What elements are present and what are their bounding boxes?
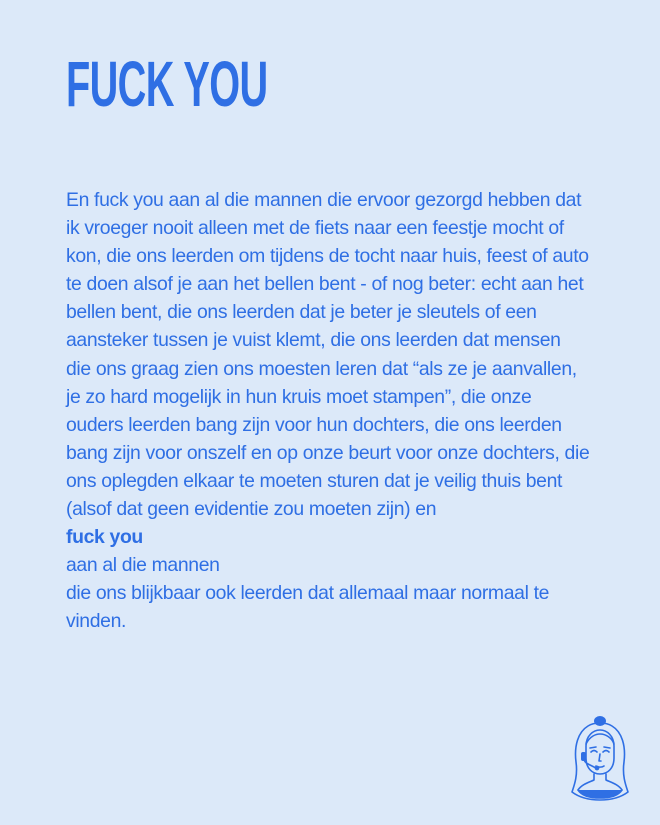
body-line: bellen bent, die ons leerden dat je beter je sleutels of een [66, 301, 537, 324]
closing-line: die ons blijkbaar ook leerden dat allemaal maar normaal te [66, 582, 550, 605]
body-line: ouders leerden bang zijn voor hun dochters, die ons leerden [66, 413, 562, 436]
body-line: te doen alsof je aan het bellen bent - of nog beter: echt aan het [66, 273, 584, 296]
page-title: FUCK YOU [66, 48, 268, 120]
body-line: ons oplegden elkaar te moeten sturen dat je veilig thuis bent [66, 469, 563, 492]
body-text [66, 186, 606, 636]
body-line: aansteker tussen je vuist klemt, die ons leerden dat mensen [66, 329, 561, 352]
body-line: (alsof dat geen evidentie zou moeten zijn) en [66, 498, 437, 521]
woman-with-headset-icon [566, 712, 634, 804]
emphasis-text: fuck you [66, 526, 143, 549]
body-line: En fuck you aan al die mannen die ervoor gezorgd hebben dat [66, 189, 582, 211]
body-line: je zo hard mogelijk in hun kruis moet stampen”, die onze [66, 385, 532, 408]
closing-line: aan al die mannen [66, 554, 220, 577]
body-line: ik vroeger nooit alleen met de fiets naar een feestje mocht of [66, 217, 564, 240]
body-line: die ons graag zien ons moesten leren dat “als ze je aanvallen, [66, 357, 577, 380]
body-line: kon, die ons leerden om tijdens de tocht naar huis, feest of auto [66, 245, 589, 268]
body-line: bang zijn voor onszelf en op onze beurt voor onze dochters, die [66, 441, 590, 464]
closing-line: vinden. [66, 610, 127, 633]
